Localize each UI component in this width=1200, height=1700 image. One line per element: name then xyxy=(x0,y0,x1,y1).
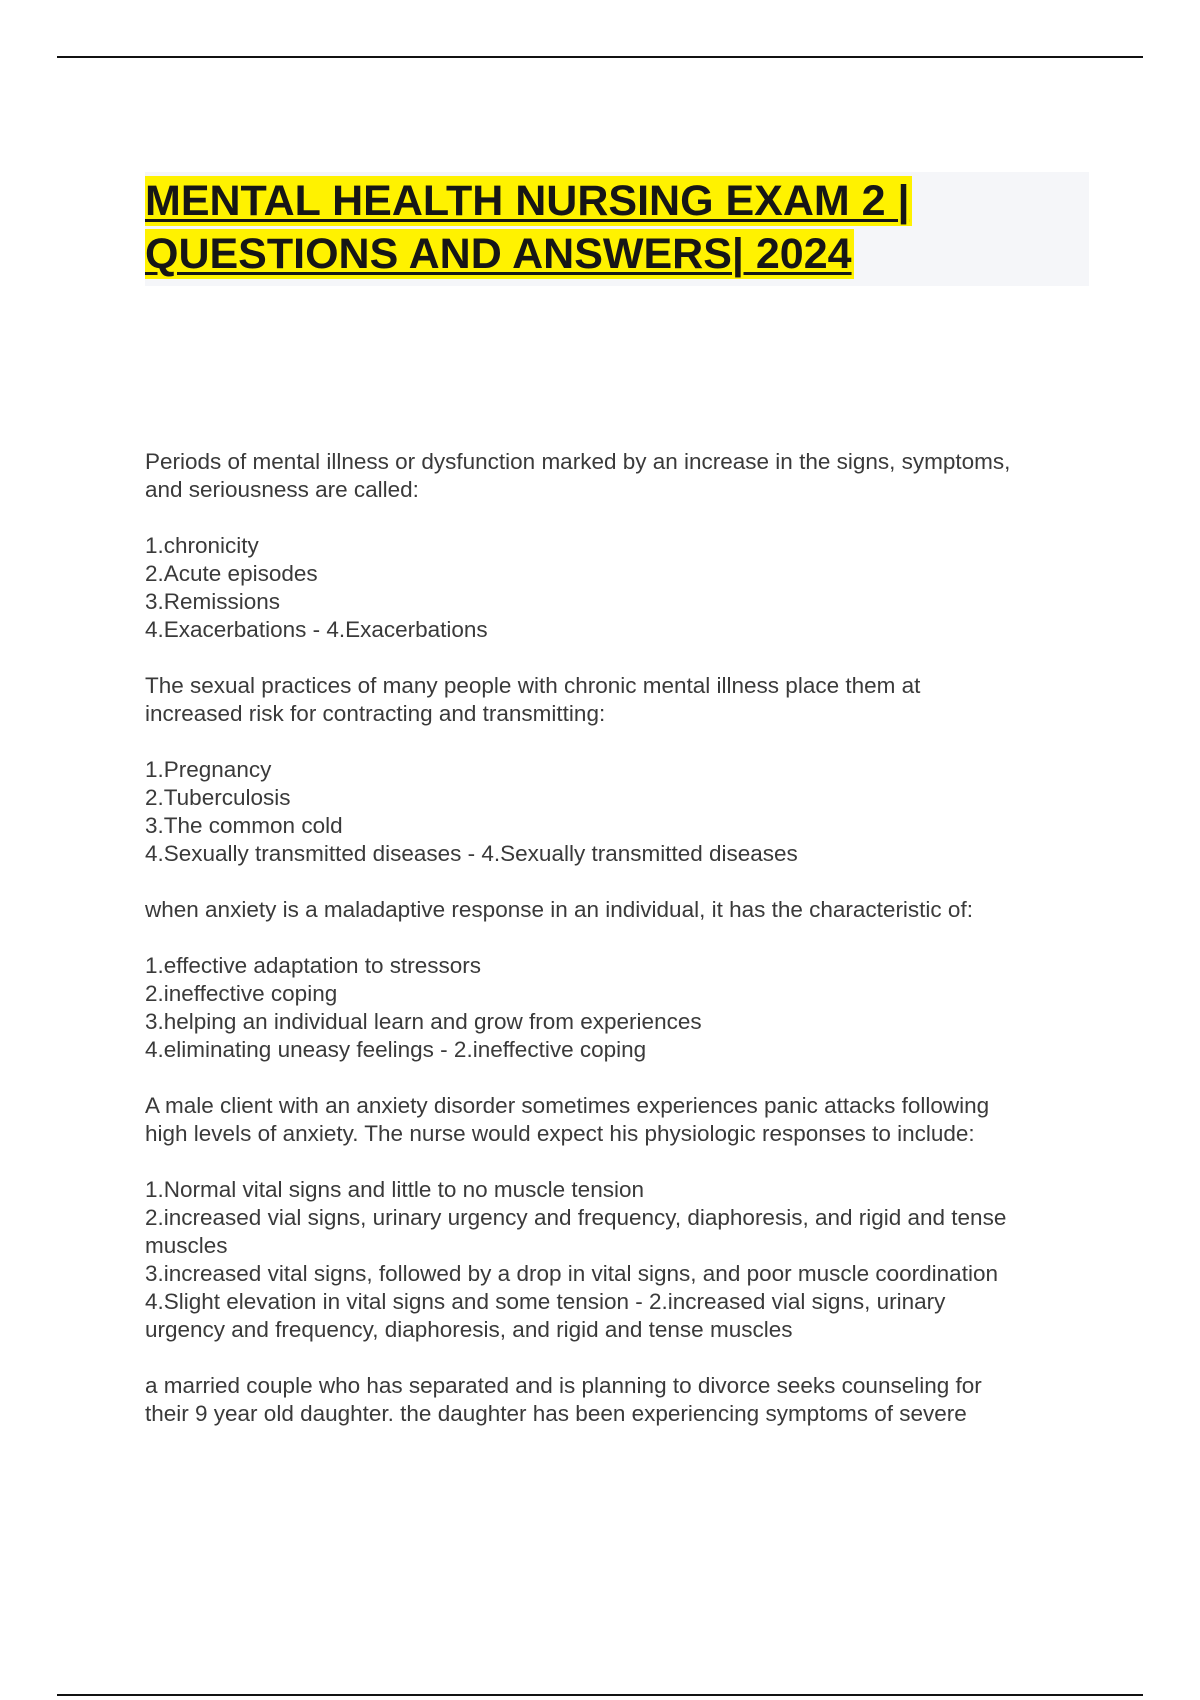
question-5 xyxy=(145,1372,1085,1428)
title-line-1: MENTAL HEALTH NURSING EXAM 2 | xyxy=(145,177,910,225)
question-1 xyxy=(145,448,1085,644)
answer-option: 2.Tuberculosis xyxy=(145,785,291,810)
question-stem-line: The sexual practices of many people with chronic mental illness place them at xyxy=(145,673,921,698)
answer-option: 3.increased vital signs, followed by a drop in vital signs, and poor muscle coordination xyxy=(145,1261,998,1286)
question-2 xyxy=(145,672,1085,868)
question-stem-line: and seriousness are called: xyxy=(145,477,419,502)
bottom-rule xyxy=(57,1694,1143,1696)
answer-option: 1.chronicity xyxy=(145,533,259,558)
answer-option: 1.effective adaptation to stressors xyxy=(145,953,482,978)
answer-option: 2.increased vial signs, urinary urgency and frequency, diaphoresis, and rigid and tense xyxy=(145,1205,1007,1230)
question-list xyxy=(145,448,1085,1428)
question-3 xyxy=(145,896,1085,1064)
answer-option: 1.Normal vital signs and little to no muscle tension xyxy=(145,1177,644,1202)
question-stem-line: Periods of mental illness or dysfunction marked by an increase in the signs, symptoms, xyxy=(145,449,1011,474)
answer-option: 3.helping an individual learn and grow from experiences xyxy=(145,1009,702,1034)
answer-option: 2.ineffective coping xyxy=(145,981,338,1006)
answer-option-continued: urgency and frequency, diaphoresis, and rigid and tense muscles xyxy=(145,1317,793,1342)
answer-option: 3.The common cold xyxy=(145,813,343,838)
answer-option-with-answer: 4.Sexually transmitted diseases - 4.Sexually transmitted diseases xyxy=(145,841,798,866)
question-stem-line: increased risk for contracting and transmitting: xyxy=(145,701,606,726)
question-stem-line: high levels of anxiety. The nurse would expect his physiologic responses to include: xyxy=(145,1121,975,1146)
question-stem-line: their 9 year old daughter. the daughter has been experiencing symptoms of severe xyxy=(145,1401,967,1426)
question-stem-line: A male client with an anxiety disorder sometimes experiences panic attacks following xyxy=(145,1093,990,1118)
question-stem-line: when anxiety is a maladaptive response in an individual, it has the characteristic of: xyxy=(145,897,973,922)
answer-option-with-answer: 4.eliminating uneasy feelings - 2.ineffective coping xyxy=(145,1037,647,1062)
answer-option-with-answer: 4.Exacerbations - 4.Exacerbations xyxy=(145,617,488,642)
answer-option-continued: muscles xyxy=(145,1233,228,1258)
answer-option-with-answer: 4.Slight elevation in vital signs and some tension - 2.increased vial signs, urinary xyxy=(145,1289,946,1314)
title-line-2: QUESTIONS AND ANSWERS| 2024 xyxy=(145,230,852,278)
question-stem-line: a married couple who has separated and is planning to divorce seeks counseling for xyxy=(145,1373,982,1398)
top-rule xyxy=(57,56,1143,58)
answer-option: 2.Acute episodes xyxy=(145,561,318,586)
answer-option: 1.Pregnancy xyxy=(145,757,272,782)
question-4 xyxy=(145,1092,1085,1344)
answer-option: 3.Remissions xyxy=(145,589,281,614)
document-title xyxy=(145,172,1089,286)
